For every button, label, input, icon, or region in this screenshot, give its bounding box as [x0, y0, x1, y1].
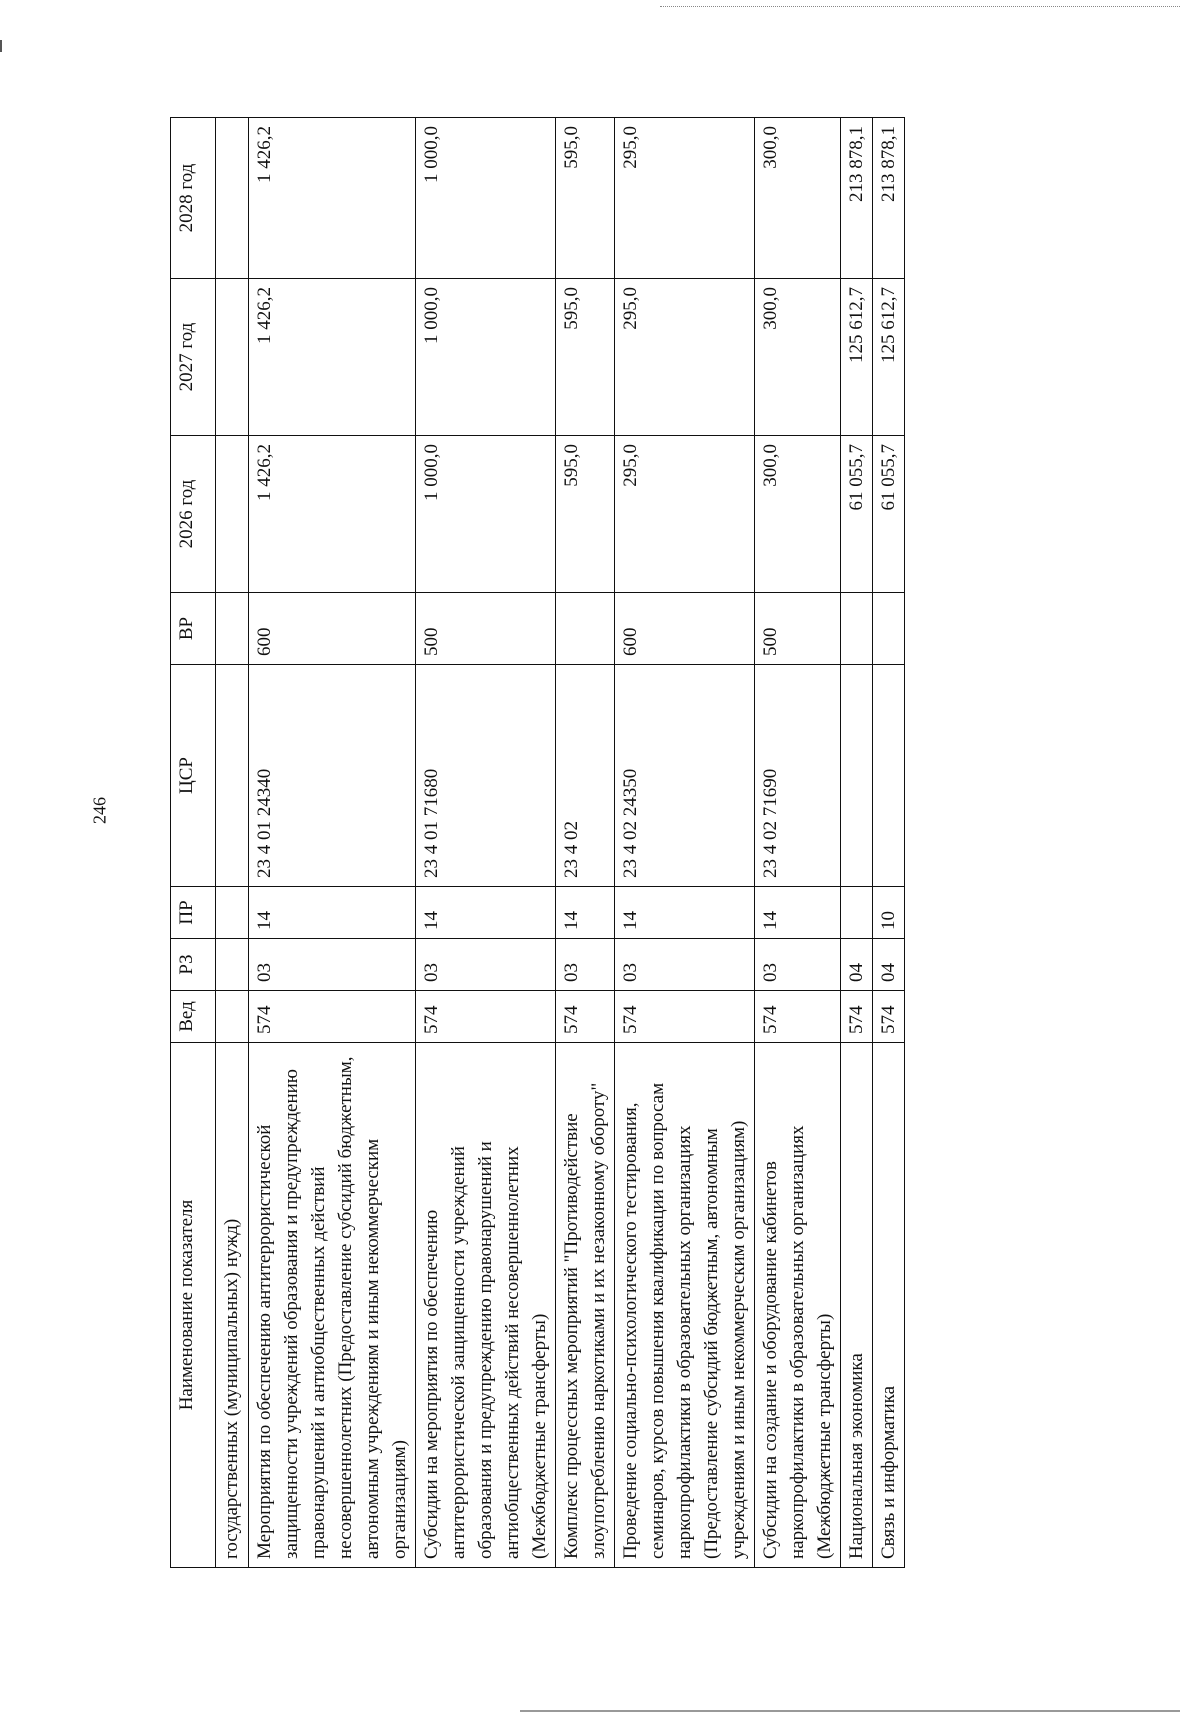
cell-2027 — [216, 279, 249, 436]
table-row — [755, 118, 841, 1568]
cell-2026: 595,0 — [556, 436, 615, 593]
cell-2026: 61 055,7 — [841, 436, 873, 593]
cell-rz: 04 — [873, 939, 905, 991]
cell-2028: 213 878,1 — [841, 118, 873, 279]
cell-2026: 1 426,2 — [249, 436, 416, 593]
cell-2028: 295,0 — [615, 118, 755, 279]
cell-2026: 61 055,7 — [873, 436, 905, 593]
cell-2027: 595,0 — [556, 279, 615, 436]
cell-csr: 23 4 01 71680 — [416, 665, 556, 887]
cell-2028: 1 426,2 — [249, 118, 416, 279]
cell-2027: 125 612,7 — [841, 279, 873, 436]
cell-rz: 03 — [556, 939, 615, 991]
cell-vr — [841, 593, 873, 665]
cell-name: Проведение социально-психологического тестирования, семинаров, курсов повышения квалификации по вопросам наркопрофилактики в образовательных организациях (Предоставление субсидий бюджетным, автономным учреждениям и иным некоммерческим организациям) — [615, 1043, 755, 1568]
cell-vr: 500 — [755, 593, 841, 665]
cell-vr: 600 — [249, 593, 416, 665]
cell-name: государственных (муниципальных) нужд) — [216, 1043, 249, 1568]
cell-ved: 574 — [873, 991, 905, 1043]
header-2027: 2027 год — [171, 279, 216, 436]
cell-2028 — [216, 118, 249, 279]
table-row — [216, 118, 249, 1568]
cell-pr: 14 — [249, 887, 416, 939]
cell-vr — [873, 593, 905, 665]
cell-2027: 1 000,0 — [416, 279, 556, 436]
cell-2026: 300,0 — [755, 436, 841, 593]
cell-rz: 04 — [841, 939, 873, 991]
cell-csr: 23 4 02 71690 — [755, 665, 841, 887]
cell-2027: 1 426,2 — [249, 279, 416, 436]
cell-pr: 14 — [416, 887, 556, 939]
header-2028: 2028 год — [171, 118, 216, 279]
cell-ved: 574 — [416, 991, 556, 1043]
cell-csr: 23 4 02 24350 — [615, 665, 755, 887]
cell-rz: 03 — [615, 939, 755, 991]
table-row — [556, 118, 615, 1568]
cell-csr: 23 4 01 24340 — [249, 665, 416, 887]
cell-2027: 300,0 — [755, 279, 841, 436]
cell-vr: 500 — [416, 593, 556, 665]
rotated-table-wrapper — [170, 118, 1110, 1568]
header-pr: ПР — [171, 887, 216, 939]
cell-csr — [216, 665, 249, 887]
cell-2028: 595,0 — [556, 118, 615, 279]
header-ved: Вед — [171, 991, 216, 1043]
cell-csr: 23 4 02 — [556, 665, 615, 887]
cell-rz: 03 — [416, 939, 556, 991]
cell-ved: 574 — [841, 991, 873, 1043]
budget-table — [170, 117, 905, 1568]
cell-2026 — [216, 436, 249, 593]
cell-pr — [216, 887, 249, 939]
table-row — [249, 118, 416, 1568]
cell-name: Мероприятия по обеспечению антитеррористической защищенности учреждений образования и предупреждению правонарушений и антиобщественных действий несовершеннолетних (Предоставление субсидий бюджетным, автономным учреждениям и иным некоммерческим организациям) — [249, 1043, 416, 1568]
cell-rz: 03 — [755, 939, 841, 991]
cell-ved — [216, 991, 249, 1043]
table-row — [873, 118, 905, 1568]
cell-ved: 574 — [615, 991, 755, 1043]
cell-vr — [216, 593, 249, 665]
scan-edge-bottom — [520, 1710, 1180, 1712]
header-rz: РЗ — [171, 939, 216, 991]
cell-ved: 574 — [249, 991, 416, 1043]
cell-ved: 574 — [556, 991, 615, 1043]
cell-2028: 300,0 — [755, 118, 841, 279]
header-name: Наименование показателя — [171, 1043, 216, 1568]
header-vr: ВР — [171, 593, 216, 665]
cell-name: Субсидии на создание и оборудование кабинетов наркопрофилактики в образовательных организациях (Межбюджетные трансферты) — [755, 1043, 841, 1568]
header-2026: 2026 год — [171, 436, 216, 593]
header-csr: ЦСР — [171, 665, 216, 887]
cell-name: Комплекс процессных мероприятий "Противодействие злоупотреблению наркотиками и их незаконному обороту" — [556, 1043, 615, 1568]
cell-rz — [216, 939, 249, 991]
cell-vr: 600 — [615, 593, 755, 665]
cell-ved: 574 — [755, 991, 841, 1043]
cell-vr — [556, 593, 615, 665]
table-row — [416, 118, 556, 1568]
cell-pr: 14 — [615, 887, 755, 939]
cell-2026: 295,0 — [615, 436, 755, 593]
cell-name: Национальная экономика — [841, 1043, 873, 1568]
page-number: 246 — [89, 797, 110, 824]
scan-mark — [0, 40, 2, 52]
cell-2027: 295,0 — [615, 279, 755, 436]
cell-2026: 1 000,0 — [416, 436, 556, 593]
cell-csr — [841, 665, 873, 887]
cell-csr — [873, 665, 905, 887]
cell-name: Субсидии на мероприятия по обеспечению антитеррористической защищенности учреждений образования и предупреждению правонарушений и антиобщественных действий несовершеннолетних (Межбюджетные трансферты) — [416, 1043, 556, 1568]
table-row — [841, 118, 873, 1568]
cell-2028: 1 000,0 — [416, 118, 556, 279]
table-row — [615, 118, 755, 1568]
cell-2027: 125 612,7 — [873, 279, 905, 436]
scan-edge-top — [660, 6, 1180, 7]
cell-name: Связь и информатика — [873, 1043, 905, 1568]
cell-pr: 14 — [556, 887, 615, 939]
table-header-row — [171, 118, 216, 1568]
cell-pr — [841, 887, 873, 939]
cell-pr: 14 — [755, 887, 841, 939]
cell-rz: 03 — [249, 939, 416, 991]
cell-pr: 10 — [873, 887, 905, 939]
cell-2028: 213 878,1 — [873, 118, 905, 279]
